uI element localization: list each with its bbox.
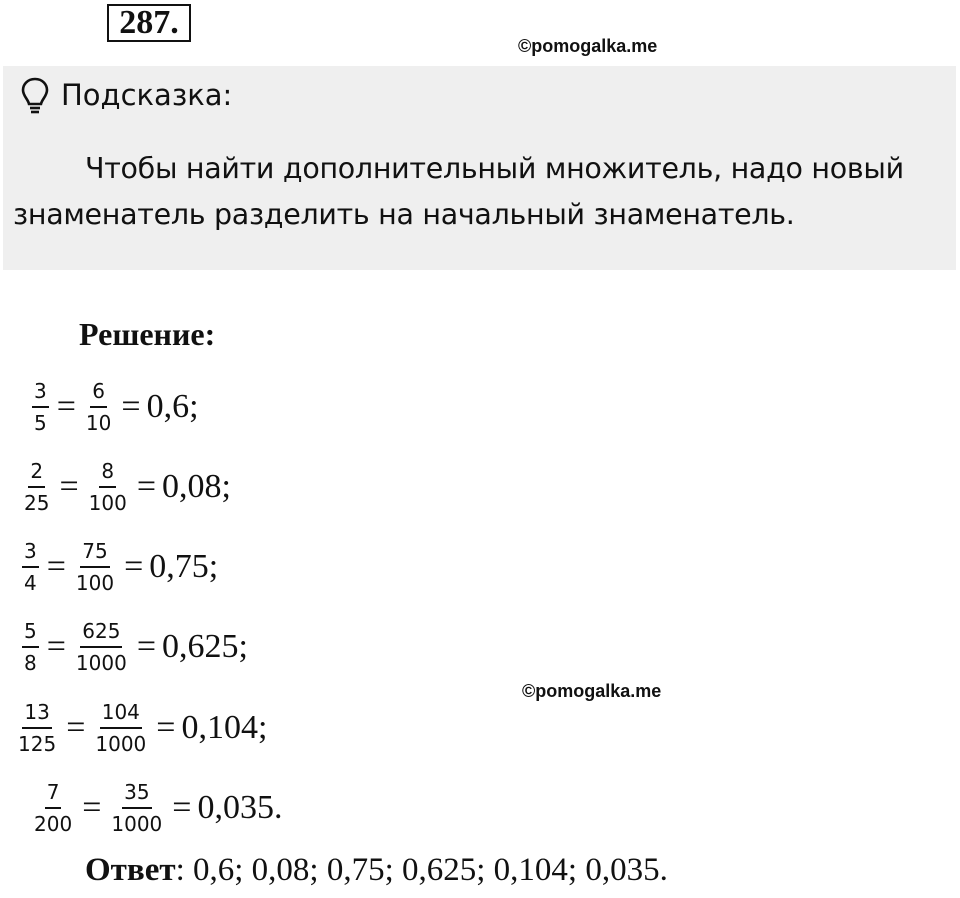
answer-values: : 0,6; 0,08; 0,75; 0,625; 0,104; 0,035. <box>175 852 668 888</box>
equals-sign: = <box>124 548 144 585</box>
numerator: 3 <box>22 538 39 568</box>
equation-row <box>20 532 218 602</box>
denominator: 10 <box>85 411 112 435</box>
numerator: 3 <box>32 378 49 408</box>
equation-row <box>20 612 248 682</box>
numerator: 104 <box>100 699 142 729</box>
denominator: 1000 <box>95 732 147 756</box>
watermark-middle: ©pomogalka.me <box>522 681 662 701</box>
problem-number: 287. <box>107 4 191 42</box>
equals-sign: = <box>46 628 66 665</box>
answer-line <box>85 852 668 889</box>
equation-row <box>14 693 267 763</box>
fraction-original <box>20 618 41 676</box>
fraction-expanded <box>85 458 131 516</box>
numerator: 5 <box>22 618 39 648</box>
numerator: 35 <box>122 779 151 809</box>
hint-title: Подсказка: <box>61 78 233 112</box>
fraction-original <box>30 779 76 837</box>
denominator: 1000 <box>75 651 127 675</box>
decimal-result: 0,6; <box>146 388 199 425</box>
equals-sign: = <box>121 388 141 425</box>
hint-text: Чтобы найти дополнительный множитель, надо новый знаменатель разделить на начальный знаменатель. <box>13 152 904 231</box>
fraction-original <box>20 538 41 596</box>
equation-row <box>20 452 231 522</box>
decimal-result: 0,104; <box>181 709 268 746</box>
equals-sign: = <box>136 628 157 665</box>
denominator: 8 <box>24 651 37 675</box>
decimal-result: 0,08; <box>162 468 231 505</box>
answer-label: Ответ <box>85 852 176 888</box>
numerator: 8 <box>99 458 116 488</box>
numerator: 7 <box>45 779 62 809</box>
equals-sign: = <box>56 388 76 425</box>
numerator: 6 <box>90 378 107 408</box>
decimal-result: 0,035. <box>197 789 283 826</box>
denominator: 4 <box>24 571 37 595</box>
denominator: 125 <box>18 732 57 756</box>
numerator: 75 <box>80 538 109 568</box>
denominator: 5 <box>34 411 47 435</box>
denominator: 100 <box>75 571 115 595</box>
decimal-result: 0,625; <box>162 628 248 665</box>
denominator: 25 <box>24 491 50 515</box>
fraction-original <box>30 378 51 436</box>
denominator: 200 <box>34 812 73 836</box>
numerator: 625 <box>80 618 122 648</box>
hint-box <box>3 66 956 270</box>
fraction-expanded <box>91 699 150 757</box>
solution-title: Решение: <box>79 316 216 352</box>
numerator: 2 <box>28 458 45 488</box>
hint-text-block <box>13 146 948 238</box>
equals-sign: = <box>46 548 66 585</box>
equation-row <box>30 773 282 843</box>
equation-row <box>30 372 199 442</box>
numerator: 13 <box>22 699 51 729</box>
equals-sign: = <box>82 789 102 826</box>
lightbulb-icon <box>19 76 51 116</box>
fraction-original <box>20 458 53 516</box>
equals-sign: = <box>172 789 192 826</box>
fraction-expanded <box>72 538 118 596</box>
fraction-expanded <box>107 779 166 837</box>
equals-sign: = <box>59 468 79 505</box>
fraction-original <box>14 699 60 757</box>
denominator: 100 <box>88 491 127 515</box>
decimal-result: 0,75; <box>149 548 219 585</box>
watermark-top: ©pomogalka.me <box>518 36 658 56</box>
fraction-expanded <box>82 378 115 436</box>
fraction-expanded <box>72 618 131 676</box>
equals-sign: = <box>66 709 86 746</box>
equals-sign: = <box>156 709 176 746</box>
denominator: 1000 <box>111 812 163 836</box>
equals-sign: = <box>136 468 157 505</box>
